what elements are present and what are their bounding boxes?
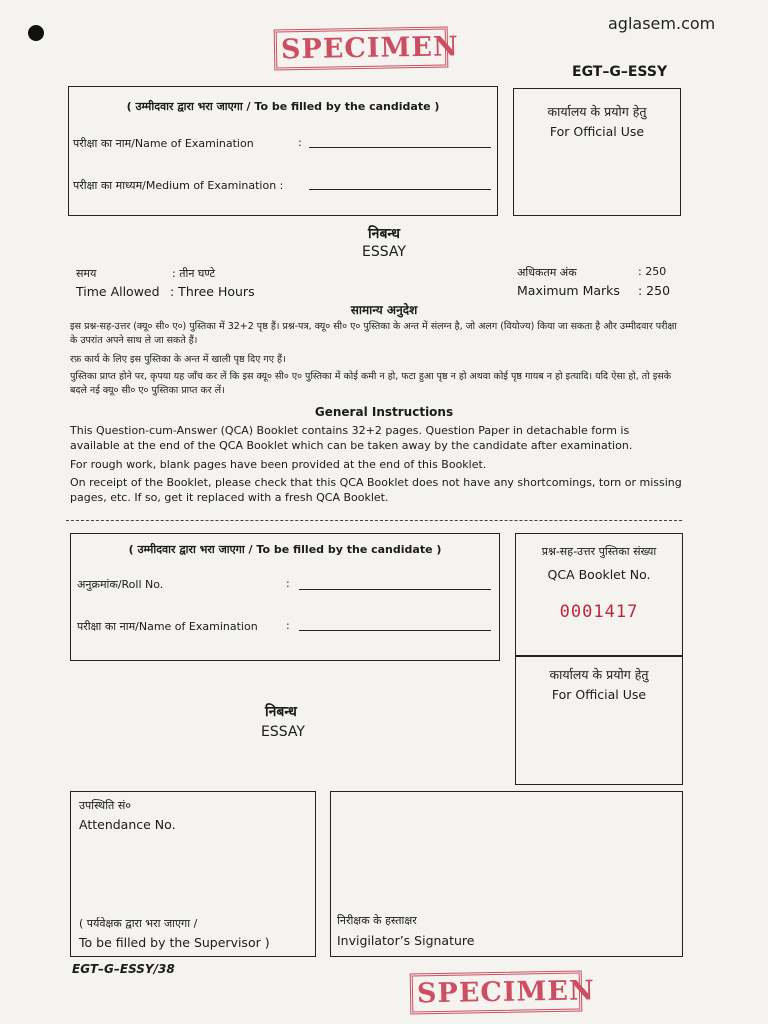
marks-label: Maximum Marks (517, 283, 620, 298)
title-english: ESSAY (362, 244, 406, 260)
exam-medium-field[interactable] (309, 189, 491, 190)
time-hindi-value: : तीन घण्टे (172, 267, 216, 280)
title-hindi: निबन्ध (368, 226, 400, 242)
exam-name-field[interactable] (309, 147, 491, 148)
specimen-stamp-top: SPECIMEN (274, 26, 449, 70)
supervisor-english: To be filled by the Supervisor ) (79, 935, 270, 950)
punch-hole (28, 25, 44, 41)
invigilator-hindi: निरीक्षक के हस्ताक्षर (337, 914, 417, 927)
time-value: : Three Hours (170, 284, 255, 299)
marks-value: : 250 (638, 283, 671, 298)
instruction-hindi-3: पुस्तिका प्राप्त होने पर, कृपया यह जाँच कर लें कि इस क्यू० सी० ए० पुस्तिका में कोई कमी न हो, फटा हुआ पृष्ठ न हो अथवा कोई पृष्ठ गायब न हो इत्यादि। यदि ऐसा हो, तो इसके बदले नई क्यू० सी० ए० पुस्तिका प्राप्त कर लें। (70, 371, 672, 396)
candidate-box-top (68, 86, 498, 216)
instructions-hindi-heading: सामान्य अनुदेश (350, 303, 418, 317)
candidate-box-bottom-heading: ( उम्मीदवार द्वारा भरा जाएगा / To be filled by the candidate ) (128, 543, 442, 556)
booklet-number-english: QCA Booklet No. (547, 567, 651, 582)
roll-no-field[interactable] (299, 589, 491, 590)
tear-line (66, 520, 682, 521)
instruction-english-3: On receipt of the Booklet, please check that this QCA Booklet does not have any shortcomings, torn or missing pages, etc. If so, get it replaced with a fresh QCA Booklet. (70, 476, 682, 504)
time-hindi-label: समय (76, 267, 97, 280)
invigilator-box (330, 791, 683, 957)
marks-hindi-label: अधिकतम अंक (517, 266, 577, 279)
roll-no-label: अनुक्रमांक/Roll No. (77, 578, 164, 591)
marks-hindi-value: : 250 (638, 265, 667, 278)
instruction-english-1: This Question-cum-Answer (QCA) Booklet contains 32+2 pages. Question Paper in detachable form is available at the end of the QCA Booklet which can be taken away by the candidate after examination. (70, 424, 633, 452)
exam-name-colon: : (298, 136, 302, 149)
booklet-number-hindi: प्रश्न-सह-उत्तर पुस्तिका संख्या (541, 545, 657, 558)
instruction-hindi-2: रफ़ कार्य के लिए इस पुस्तिका के अन्त में खाली पृष्ठ दिए गए हैं। (70, 354, 286, 365)
title2-hindi: निबन्ध (265, 704, 297, 720)
booklet-number: 0001417 (559, 602, 639, 622)
watermark-text: aglasem.com (608, 14, 716, 33)
instruction-hindi-1: इस प्रश्न-सह-उत्तर (क्यू० सी० ए०) पुस्तिका में 32+2 पृष्ठ हैं। प्रश्न-पत्र, क्यू० सी० ए० पुस्तिका के अन्त में संलग्न है, जो अलग (वियोज्य) किया जा सकता है और उम्मीदवार परीक्षा के उपरांत अपने साथ ले जा सकते हैं। (70, 321, 677, 346)
official-use-box-bottom (515, 655, 683, 785)
attendance-hindi: उपस्थिति सं० (79, 799, 131, 812)
instructions-english-heading: General Instructions (314, 405, 454, 419)
exam-medium-label: परीक्षा का माध्यम/Medium of Examination : (73, 179, 284, 192)
exam-name-label-2: परीक्षा का नाम/Name of Examination (77, 620, 258, 633)
attendance-box (70, 791, 316, 957)
invigilator-english: Invigilator’s Signature (337, 933, 475, 948)
supervisor-hindi: ( पर्यवेक्षक द्वारा भरा जाएगा / (79, 917, 198, 930)
footer-code: EGT–G–ESSY/38 (72, 962, 175, 976)
exam-name-field-2[interactable] (299, 630, 491, 631)
booklet-number-box (515, 533, 683, 657)
official-use-hindi: कार्यालय के प्रयोग हेतु (547, 104, 647, 119)
official-use-hindi-2: कार्यालय के प्रयोग हेतु (549, 667, 649, 682)
official-use-box-top (513, 88, 681, 216)
exam-name-label: परीक्षा का नाम/Name of Examination (73, 137, 254, 150)
official-use-english: For Official Use (549, 124, 645, 139)
official-use-english-2: For Official Use (551, 687, 647, 702)
candidate-box-bottom (70, 533, 500, 661)
roll-no-colon: : (286, 577, 290, 590)
time-label: Time Allowed (76, 284, 160, 299)
paper-code: EGT–G–ESSY (572, 64, 668, 80)
title2-english: ESSAY (261, 724, 305, 740)
instruction-english-2: For rough work, blank pages have been provided at the end of this Booklet. (70, 458, 487, 471)
attendance-english: Attendance No. (79, 817, 176, 832)
specimen-stamp-bottom: SPECIMEN (410, 971, 583, 1015)
candidate-box-heading: ( उम्मीदवार द्वारा भरा जाएगा / To be filled by the candidate ) (126, 100, 440, 113)
exam-name-colon-2: : (286, 619, 290, 632)
